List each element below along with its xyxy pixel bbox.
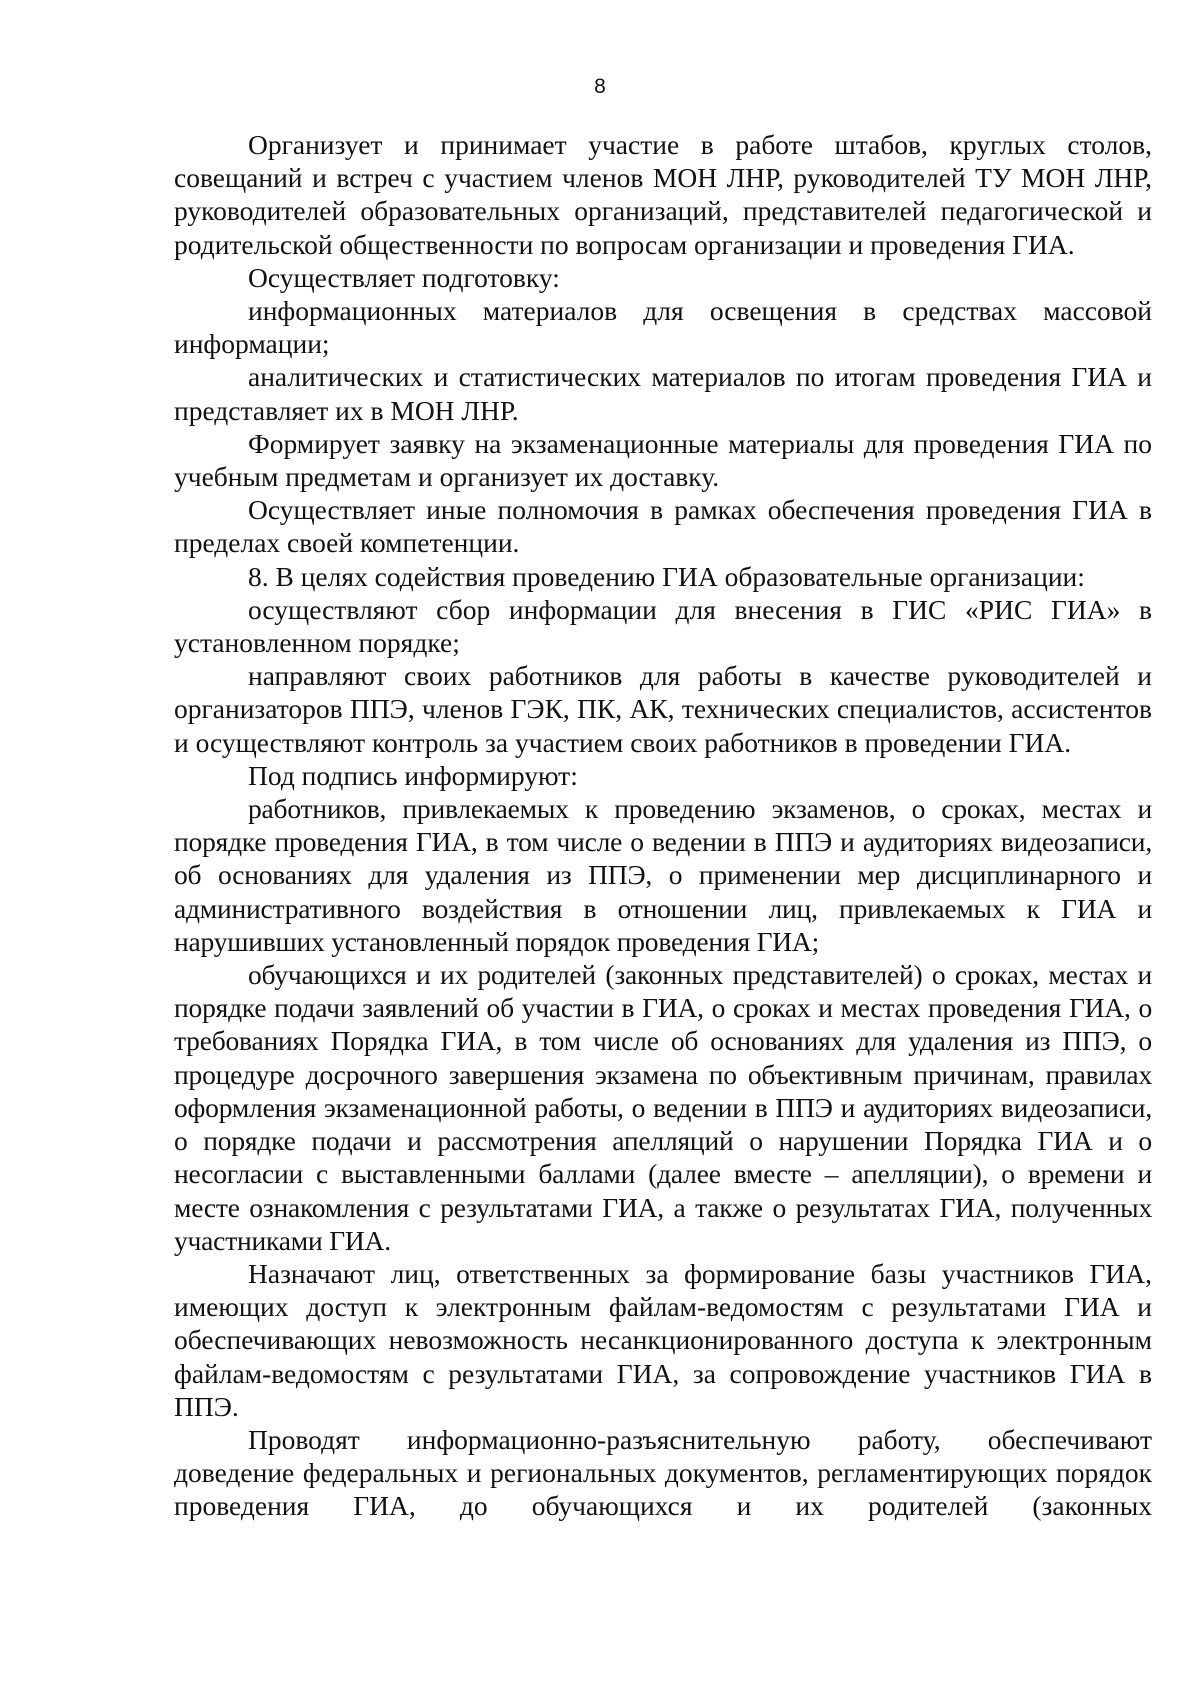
page-number: 8 bbox=[594, 75, 606, 98]
paragraph: Формирует заявку на экзаменационные материалы для проведения ГИА по учебным предметам и организует их доставку. bbox=[174, 427, 1152, 493]
paragraph: 8. В целях содействия проведению ГИА образовательные организации: bbox=[248, 560, 1085, 592]
document-body bbox=[174, 128, 1152, 1523]
paragraph: Организует и принимает участие в работе штабов, круглых столов, совещаний и встреч с участием членов МОН ЛНР, руководителей ТУ МОН ЛНР, руководителей образовательных организаций, представителей педагогической и родительской общественности по вопросам организации и проведения ГИА. bbox=[174, 129, 1152, 260]
paragraph: Назначают лиц, ответственных за формирование базы участников ГИА, имеющих доступ к электронным файлам-ведомостям с результатами ГИА и обеспечивающих невозможность несанкционированного доступа к электронным файлам-ведомостям с результатами ГИА, за сопровождение участников ГИА в ППЭ. bbox=[174, 1257, 1152, 1422]
paragraph: осуществляют сбор информации для внесения в ГИС «РИС ГИА» в установленном порядке; bbox=[174, 593, 1152, 659]
paragraph: Осуществляет иные полномочия в рамках обеспечения проведения ГИА в пределах своей компетенции. bbox=[174, 494, 1152, 559]
paragraph: направляют своих работников для работы в качестве руководителей и организаторов ППЭ, членов ГЭК, ПК, АК, технических специалистов, ассистентов и осуществляют контроль за участием своих работников в проведении ГИА. bbox=[174, 660, 1152, 758]
paragraph: информационных материалов для освещения в средствах массовой информации; bbox=[174, 295, 1152, 360]
paragraph: Проводят информационно-разъяснительную работу, обеспечивают доведение федеральных и региональных документов, регламентирующих порядок проведения ГИА, до обучающихся и их родителей (законных bbox=[174, 1423, 1152, 1522]
paragraph: Осуществляет подготовку: bbox=[248, 261, 560, 293]
paragraph: Под подпись информируют: bbox=[248, 759, 578, 791]
paragraph: работников, привлекаемых к проведению экзаменов, о сроках, местах и порядке проведения ГИА, в том числе о ведении в ППЭ и аудиториях видеозаписи, об основаниях для удаления из ППЭ, о применении мер дисциплинарного и административного воздействия в отношении лиц, привлекаемых к ГИА и нарушивших установленный порядок проведения ГИА; bbox=[174, 793, 1152, 957]
paragraph: аналитических и статистических материалов по итогам проведения ГИА и представляет их в МОН ЛНР. bbox=[174, 361, 1152, 426]
paragraph: обучающихся и их родителей (законных представителей) о сроках, местах и порядке подачи заявлений об участии в ГИА, о сроках и местах проведения ГИА, о требованиях Порядка ГИА, в том числе об основаниях для удаления из ППЭ, о процедуре досрочного завершения экзамена по объективным причинам, правилах оформления экзаменационной работы, о ведении в ППЭ и аудиториях видеозаписи, о порядке подачи и рассмотрения апелляций о нарушении Порядка ГИА и о несогласии с выставленными баллами (далее вместе – апелляции), о времени и месте ознакомления с результатами ГИА, а также о результатах ГИА, полученных участниками ГИА. bbox=[174, 959, 1152, 1256]
